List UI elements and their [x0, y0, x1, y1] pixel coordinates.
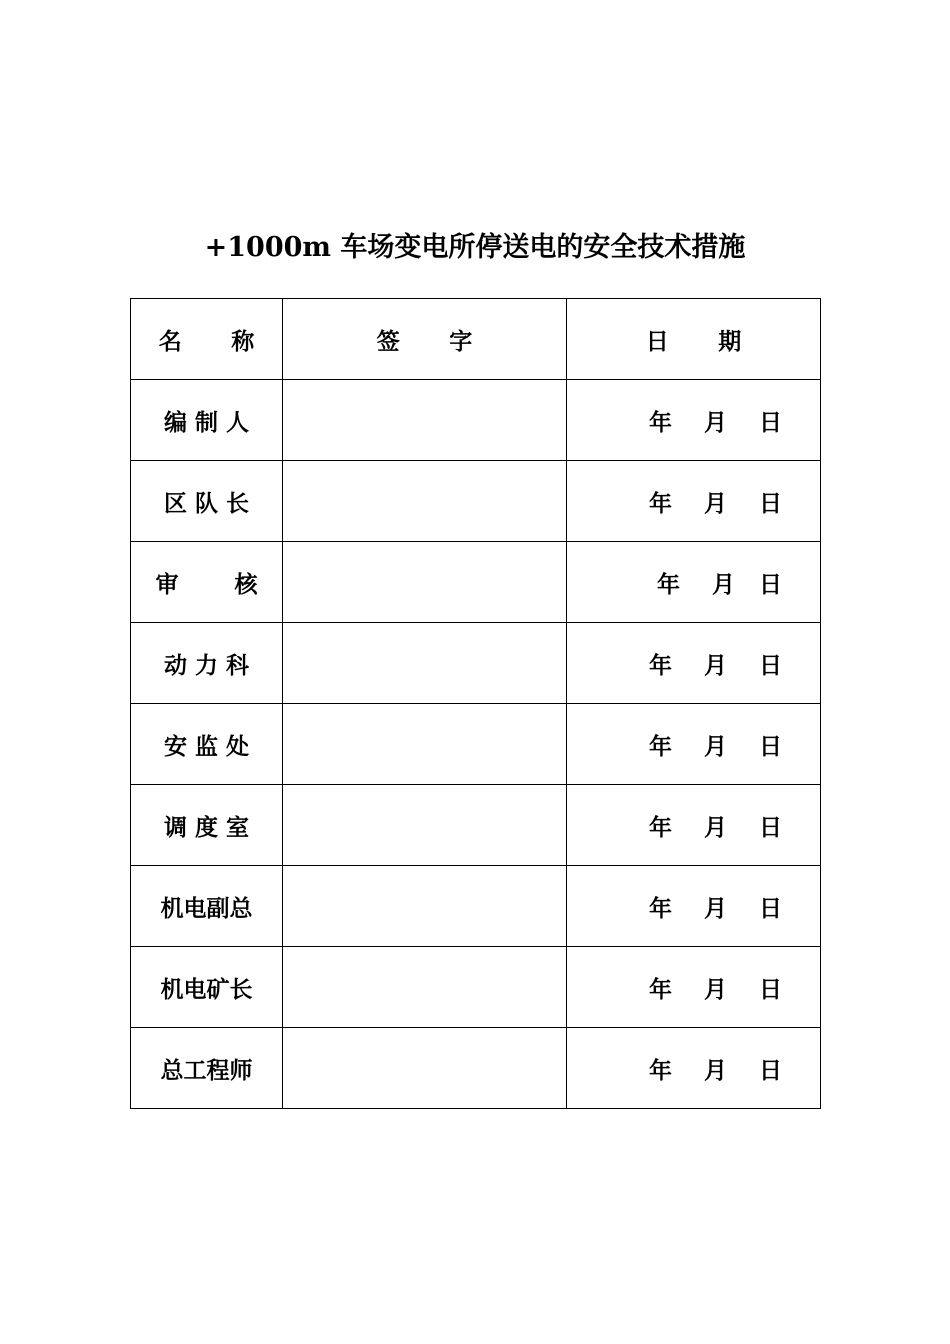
signature-field[interactable] — [283, 785, 567, 866]
signature-field[interactable] — [283, 461, 567, 542]
row-name-cell: 总工程师 — [131, 1028, 283, 1109]
row-name-cell: 动 力 科 — [131, 623, 283, 704]
date-field[interactable]: 年 月 日 — [567, 704, 821, 785]
table-row — [131, 623, 821, 704]
table-row — [131, 461, 821, 542]
row-name-cell: 机电矿长 — [131, 947, 283, 1028]
date-field[interactable]: 年 月 日 — [567, 866, 821, 947]
table-row — [131, 785, 821, 866]
approval-signature-table — [130, 298, 821, 1109]
row-name-cell: 编 制 人 — [131, 380, 283, 461]
row-name-cell: 安 监 处 — [131, 704, 283, 785]
date-field[interactable]: 年 月 日 — [567, 1028, 821, 1109]
column-header-signature: 签 字 — [283, 299, 567, 380]
table-row — [131, 1028, 821, 1109]
signature-field[interactable] — [283, 380, 567, 461]
table-row — [131, 704, 821, 785]
column-header-date: 日 期 — [567, 299, 821, 380]
signature-field[interactable] — [283, 542, 567, 623]
date-field[interactable]: 年 月 日 — [567, 380, 821, 461]
date-field[interactable]: 年 月 日 — [567, 947, 821, 1028]
date-field[interactable]: 年 月 日 — [567, 461, 821, 542]
row-name-cell: 区 队 长 — [131, 461, 283, 542]
signature-field[interactable] — [283, 1028, 567, 1109]
table-header-row — [131, 299, 821, 380]
signature-field[interactable] — [283, 947, 567, 1028]
date-field[interactable]: 年 月 日 — [567, 542, 821, 623]
page-title: +1000m 车场变电所停送电的安全技术措施 — [204, 232, 746, 263]
row-name-cell: 调 度 室 — [131, 785, 283, 866]
row-name-cell: 机电副总 — [131, 866, 283, 947]
signature-field[interactable] — [283, 866, 567, 947]
date-field[interactable]: 年 月 日 — [567, 785, 821, 866]
table-row — [131, 866, 821, 947]
table-row — [131, 380, 821, 461]
row-name-cell: 审 核 — [131, 542, 283, 623]
table-row — [131, 947, 821, 1028]
signature-field[interactable] — [283, 704, 567, 785]
column-header-name: 名 称 — [131, 299, 283, 380]
signature-field[interactable] — [283, 623, 567, 704]
table-row — [131, 542, 821, 623]
date-field[interactable]: 年 月 日 — [567, 623, 821, 704]
